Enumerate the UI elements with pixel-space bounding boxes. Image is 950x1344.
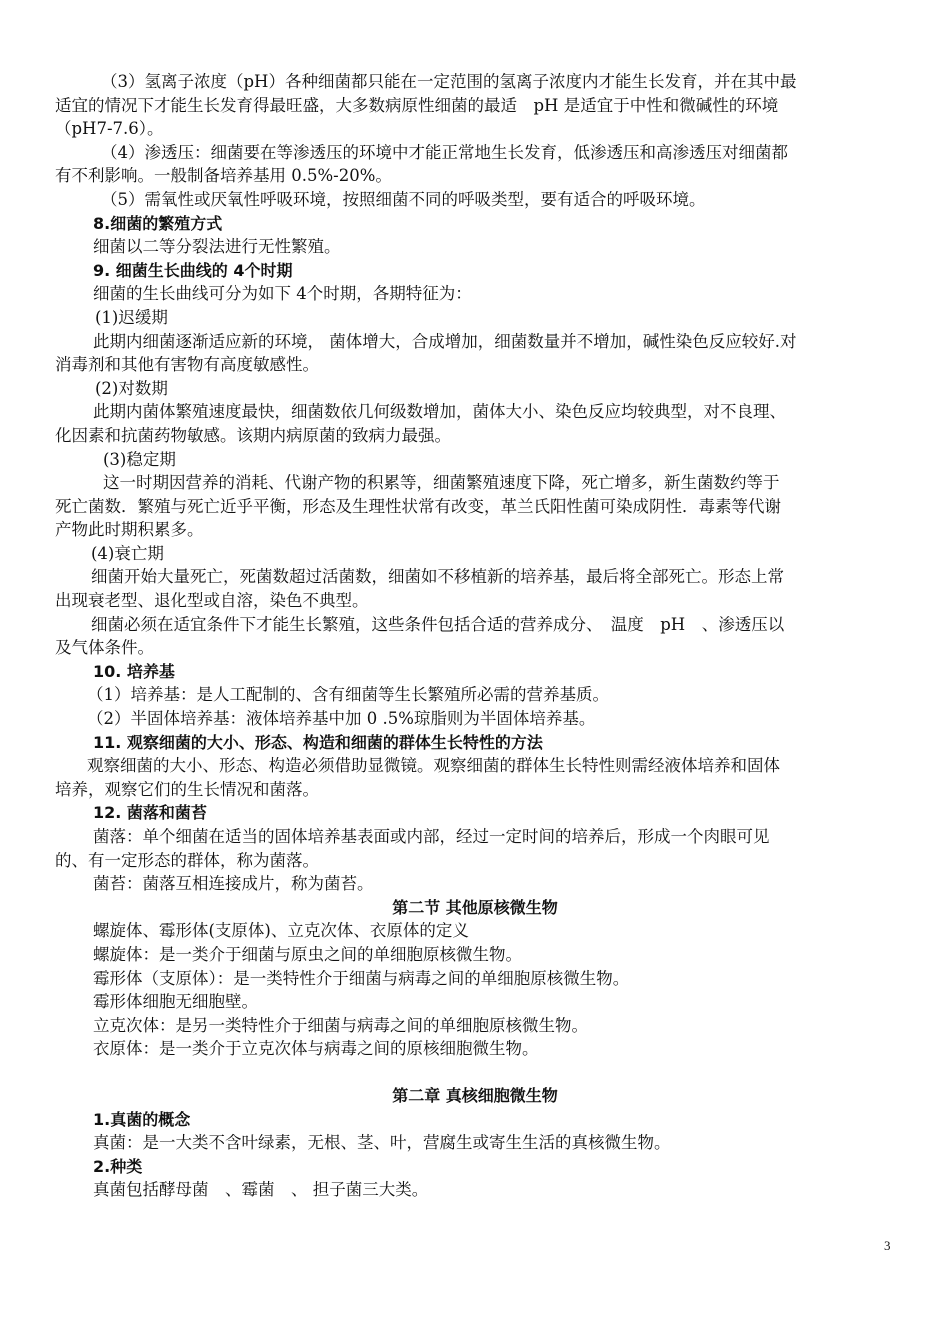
text-line: 此期内菌体繁殖速度最快，细菌数依几何级数增加，菌体大小、染色反应均较典型，对不良理、 xyxy=(93,402,786,422)
page-number: 3 xyxy=(884,1238,891,1253)
section-heading: 11. 观察细菌的大小、形态、构造和细菌的群体生长特性的方法 xyxy=(93,732,543,752)
section-heading: 10. 培养基 xyxy=(93,661,175,681)
text-line: (2)对数期 xyxy=(95,378,168,398)
text-line: (1)迟缓期 xyxy=(95,307,168,327)
text-line: 此期内细菌逐渐适应新的环境， 菌体增大，合成增加，细菌数量并不增加，碱性染色反应较好.对 xyxy=(93,331,797,351)
text-line: 立克次体：是另一类特性介于细菌与病毒之间的单细胞原核微生物。 xyxy=(93,1015,588,1035)
text-line: 衣原体：是一类介于立克次体与病毒之间的原核细胞微生物。 xyxy=(93,1039,539,1059)
text-line: 菌苔：菌落互相连接成片，称为菌苔。 xyxy=(93,874,374,894)
text-line: （1）培养基：是人工配制的、含有细菌等生长繁殖所必需的营养基质。 xyxy=(87,685,609,705)
text-line: 细菌必须在适宜条件下才能生长繁殖，这些条件包括合适的营养成分、 温度 pH 、渗透压以 xyxy=(91,614,785,634)
text-line: 有不利影响。一般制备培养基用 0.5%-20%。 xyxy=(55,166,392,186)
text-line: 真菌包括酵母菌 、霉菌 、 担子菌三大类。 xyxy=(93,1180,429,1200)
page-content xyxy=(55,70,895,1202)
text-line: 及气体条件。 xyxy=(55,638,154,658)
text-line: 的、有一定形态的群体，称为菌落。 xyxy=(55,850,319,870)
section-heading: 1.真菌的概念 xyxy=(93,1109,191,1129)
section-heading: 12. 菌落和菌苔 xyxy=(93,803,207,823)
text-line: 观察细菌的大小、形态、构造必须借助显微镜。观察细菌的群体生长特性则需经液体培养和固体 xyxy=(87,756,780,776)
text-line: （3）氢离子浓度（pH）各种细菌都只能在一定范围的氢离子浓度内才能生长发育，并在其中最 xyxy=(101,72,797,91)
text-line: （5）需氧性或厌氧性呼吸环境，按照细菌不同的呼吸类型，要有适合的呼吸环境。 xyxy=(101,189,706,209)
spacer xyxy=(55,1061,895,1084)
text-line: 菌落：单个细菌在适当的固体培养基表面或内部，经过一定时间的培养后，形成一个肉眼可见 xyxy=(93,827,770,846)
text-line: （4）渗透压：细菌要在等渗透压的环境中才能正常地生长发育，低渗透压和高渗透压对细菌都 xyxy=(101,142,788,162)
text-line: 螺旋体：是一类介于细菌与原虫之间的单细胞原核微生物。 xyxy=(93,944,522,964)
text-line: 真菌：是一大类不含叶绿素，无根、茎、叶，营腐生或寄生生活的真核微生物。 xyxy=(93,1133,671,1153)
section-heading: 9. 细菌生长曲线的 4个时期 xyxy=(93,260,293,280)
text-line: 适宜的情况下才能生长发育得最旺盛，大多数病原性细菌的最适 pH 是适宜于中性和微碱性的环境 xyxy=(55,95,779,115)
text-line: 化因素和抗菌药物敏感。该期内病原菌的致病力最强。 xyxy=(55,425,451,445)
section-heading: 8.细菌的繁殖方式 xyxy=(93,213,223,233)
section-heading: 2.种类 xyxy=(93,1156,143,1176)
section-title: 第二节 其他原核微生物 xyxy=(392,897,558,917)
text-line: （2）半固体培养基：液体培养基中加 0 .5%琼脂则为半固体培养基。 xyxy=(87,709,596,729)
text-line: 霉形体细胞无细胞壁。 xyxy=(93,992,258,1012)
text-line: 细菌的生长曲线可分为如下 4个时期，各期特征为： xyxy=(93,284,472,304)
text-line: (3)稳定期 xyxy=(103,449,176,469)
text-line: 细菌以二等分裂法进行无性繁殖。 xyxy=(93,237,341,257)
text-line: (4)衰亡期 xyxy=(91,543,164,563)
text-line: 出现衰老型、退化型或自溶，染色不典型。 xyxy=(55,591,369,611)
text-line: 细菌开始大量死亡，死菌数超过活菌数，细菌如不移植新的培养基，最后将全部死亡。形态上常 xyxy=(91,567,784,587)
text-line: 死亡菌数．繁殖与死亡近乎平衡，形态及生理性状常有改变，革兰氏阳性菌可染成阴性．毒素等代谢 xyxy=(55,496,781,516)
chapter-title: 第二章 真核细胞微生物 xyxy=(392,1085,558,1105)
text-line: 霉形体（支原体）：是一类特性介于细菌与病毒之间的单细胞原核微生物。 xyxy=(93,968,630,988)
text-line: 消毒剂和其他有害物有高度敏感性。 xyxy=(55,355,319,375)
text-line: 培养，观察它们的生长情况和菌落。 xyxy=(55,779,319,799)
text-line: 这一时期因营养的消耗、代谢产物的积累等，细菌繁殖速度下降，死亡增多，新生菌数约等于 xyxy=(103,473,780,493)
text-line: （pH7-7.6）。 xyxy=(55,119,164,139)
text-line: 产物此时期积累多。 xyxy=(55,520,204,540)
text-line: 螺旋体、霉形体(支原体)、立克次体、衣原体的定义 xyxy=(93,921,469,941)
